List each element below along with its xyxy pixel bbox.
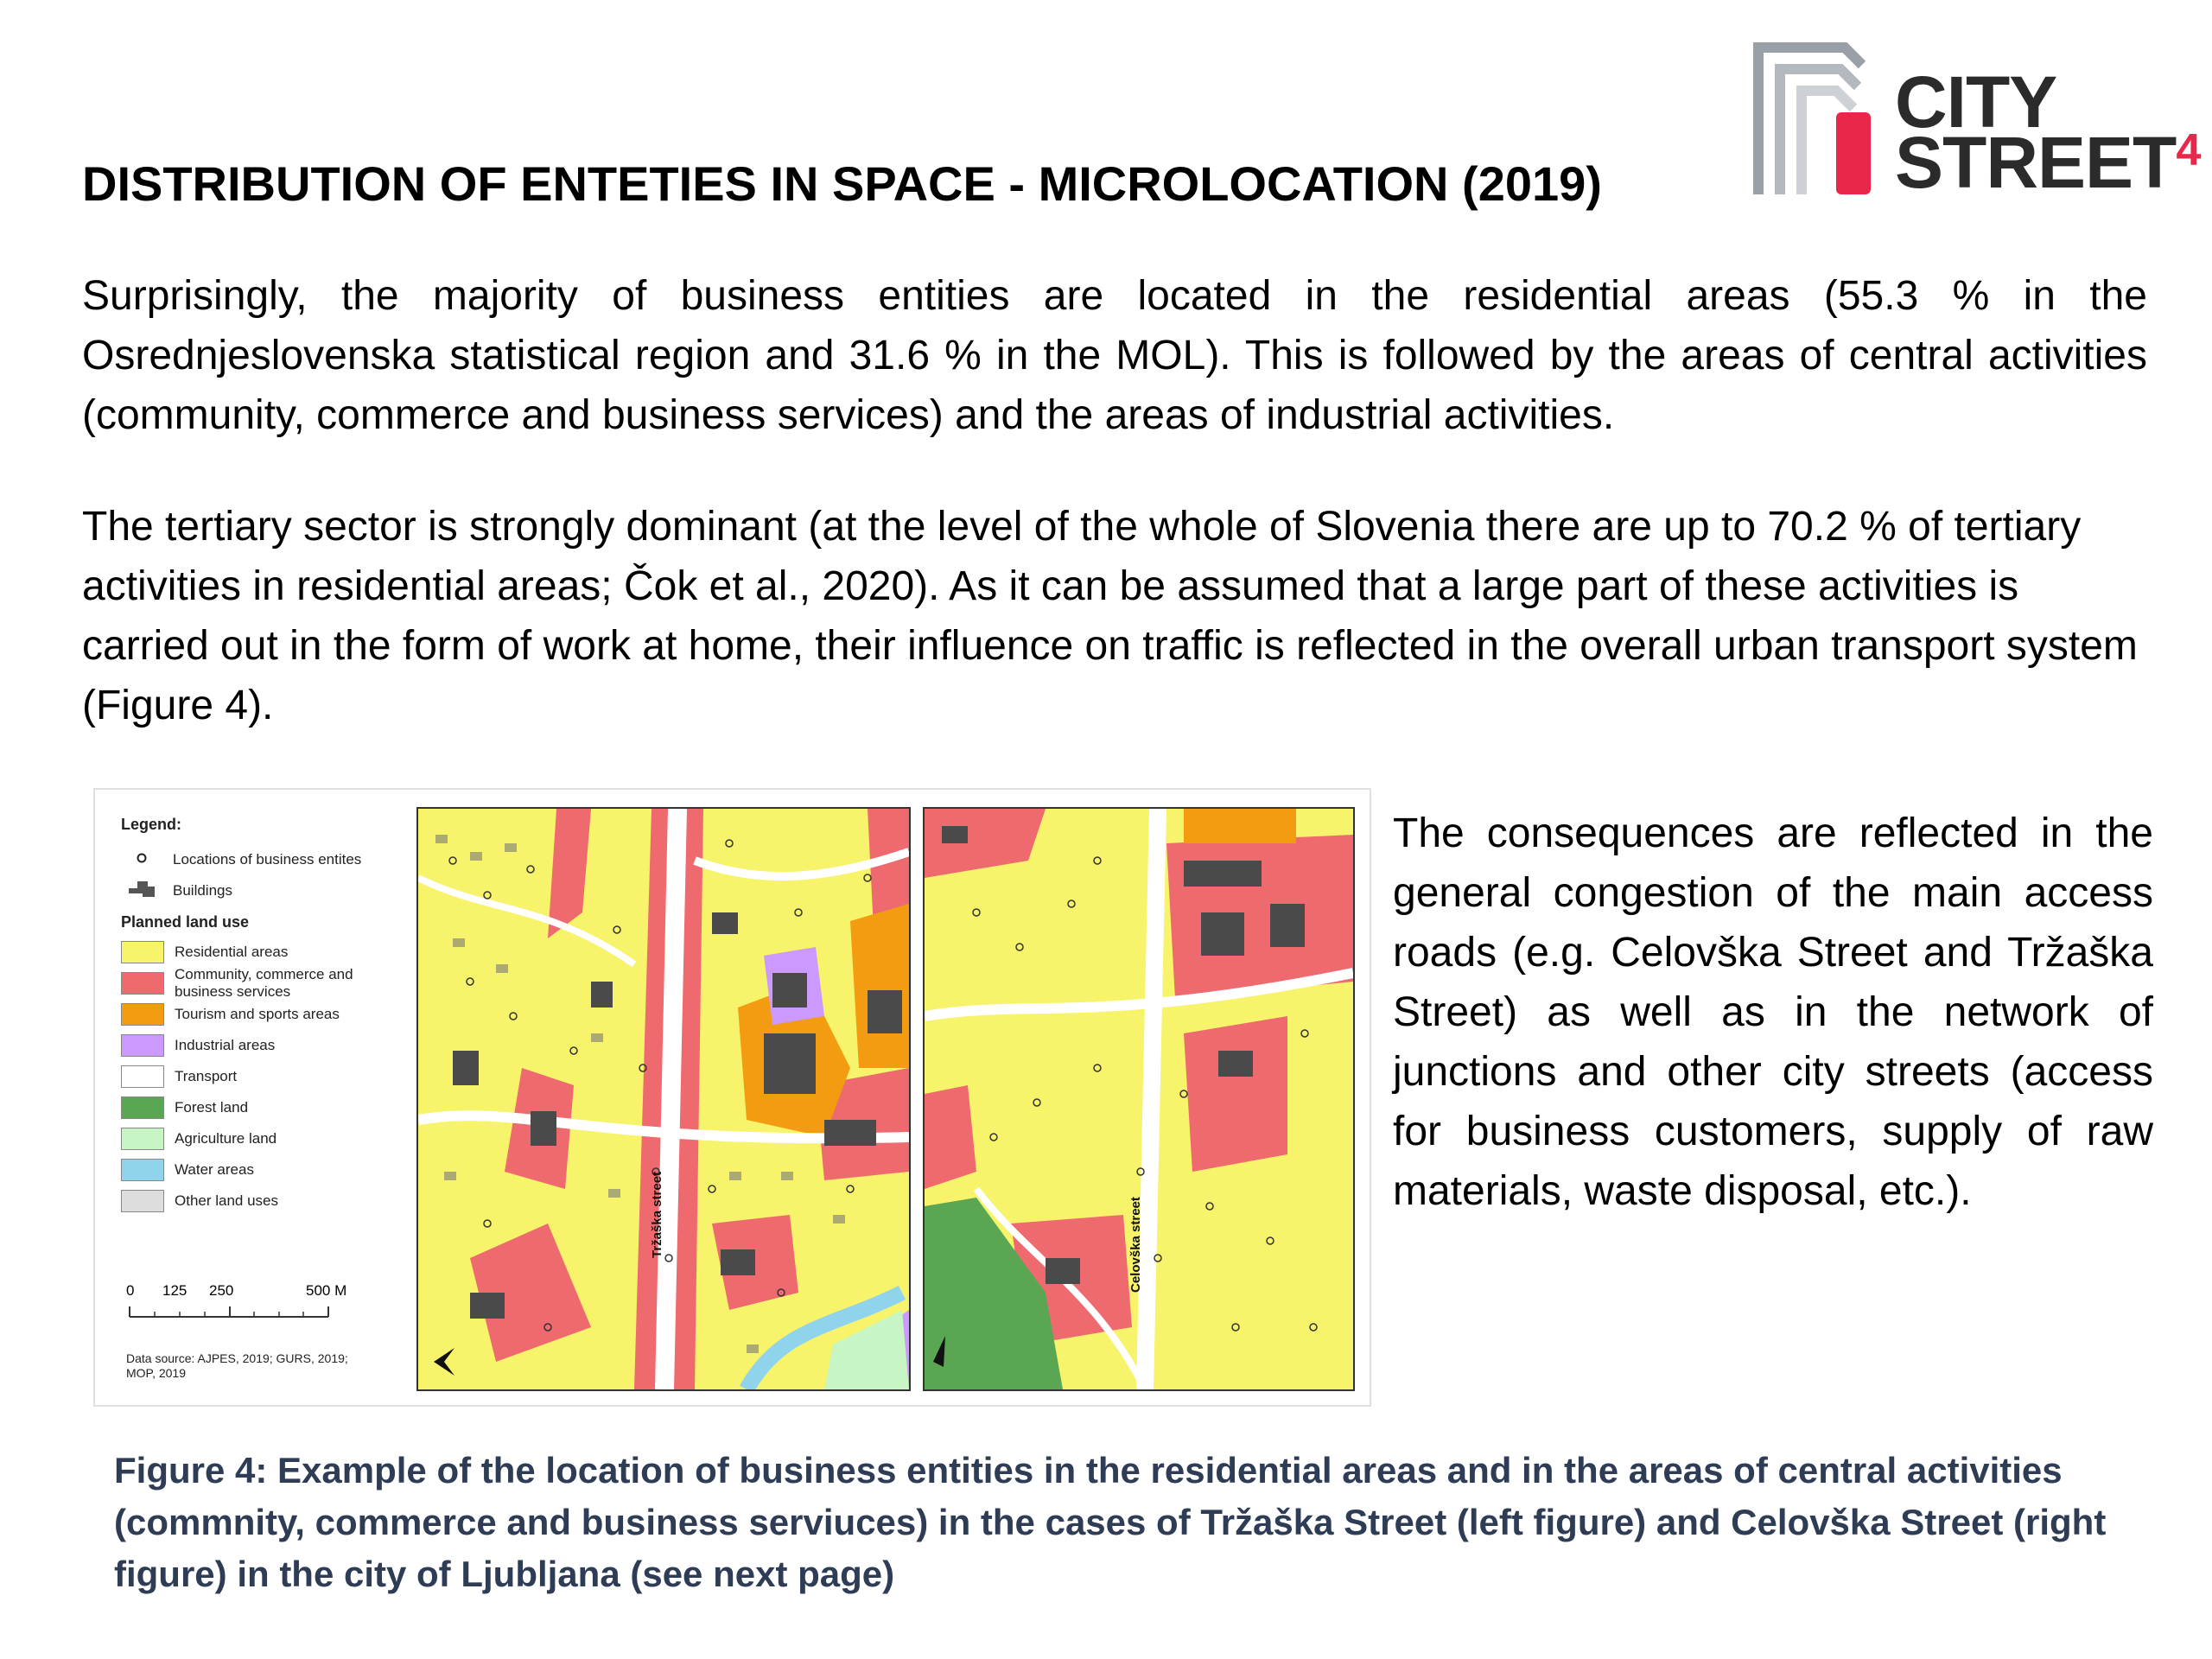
figure-caption: Figure 4: Example of the location of business entities in the residential areas and in the areas of central activities (commnity, commerce and business serviuces) in the cases of Tržaška Street (left figure) and Celovška Street (right figure) in the city of Ljubljana (see next page) bbox=[114, 1450, 2107, 1594]
legend-item-label: Transport bbox=[175, 1068, 238, 1084]
legend-points-label: Locations of business entites bbox=[173, 851, 362, 868]
logo-mark-icon bbox=[1741, 30, 1897, 203]
logo-line-2: STREET bbox=[1895, 122, 2177, 203]
point-symbol-icon bbox=[121, 851, 162, 868]
map-trzaska-street bbox=[416, 807, 911, 1391]
street-label-trzaska: Tržaška street bbox=[650, 1171, 664, 1258]
legend-row bbox=[121, 1123, 415, 1154]
legend-swatch bbox=[121, 1034, 164, 1057]
legend-row bbox=[121, 1092, 415, 1123]
side-paragraph: The consequences are reflected in the general congestion of the main access roads (e.g. Celovška Street and Tržaška Street) as well as in the network of junctions and other city streets (access for business customers, supply of raw materials, waste disposal, etc.). bbox=[1393, 810, 2153, 1214]
legend-item-label: Forest land bbox=[175, 1099, 249, 1116]
legend-swatch bbox=[121, 1096, 164, 1119]
logo-superscript: 4 bbox=[2176, 125, 2201, 175]
legend-swatch bbox=[121, 1003, 164, 1026]
legend-item-label: Water areas bbox=[175, 1161, 254, 1178]
legend-buildings-label: Buildings bbox=[173, 882, 232, 899]
scale-tick-label: 250 bbox=[209, 1282, 234, 1299]
figure-4 bbox=[93, 788, 1371, 1407]
data-source: Data source: AJPES, 2019; GURS, 2019; MOP, 2019 bbox=[126, 1351, 348, 1380]
scale-tick-label: 0 bbox=[126, 1282, 135, 1299]
legend-swatch bbox=[121, 1159, 164, 1181]
legend-swatch bbox=[121, 972, 164, 995]
legend-item-label: Industrial areas bbox=[175, 1037, 276, 1053]
map-legend bbox=[121, 816, 415, 1217]
legend-item-label: Other land uses bbox=[175, 1192, 279, 1209]
legend-swatch bbox=[121, 1128, 164, 1150]
legend-items bbox=[121, 937, 415, 1217]
legend-row-buildings bbox=[121, 875, 415, 906]
legend-swatch bbox=[121, 941, 164, 963]
legend-planned-heading: Planned land use bbox=[121, 913, 250, 931]
legend-item-label: Tourism and sports areas bbox=[175, 1006, 340, 1022]
scale-tick-label: 500 M bbox=[306, 1282, 347, 1299]
legend-row bbox=[121, 1061, 415, 1092]
land-use-map-right bbox=[925, 809, 1353, 1389]
legend-row bbox=[121, 999, 415, 1030]
logo-wordmark bbox=[1895, 61, 2201, 203]
land-use-map-left bbox=[418, 809, 909, 1389]
city-street-logo bbox=[1741, 30, 2208, 203]
legend-item-label: Residential areas bbox=[175, 944, 289, 960]
legend-swatch bbox=[121, 1190, 164, 1212]
legend-row-points bbox=[121, 844, 415, 875]
legend-row bbox=[121, 1030, 415, 1061]
legend-row bbox=[121, 937, 415, 968]
paragraph-1: Surprisingly, the majority of business entities are located in the residential areas (55.3 % in the Osrednjeslovenska statistical region and 31.6 % in the MOL). This is followed by the areas of central activities (community, commerce and business services) and the areas of industrial activities. bbox=[82, 273, 2147, 438]
legend-row bbox=[121, 968, 415, 999]
legend-swatch bbox=[121, 1065, 164, 1088]
legend-row bbox=[121, 1185, 415, 1217]
building-symbol-icon bbox=[121, 880, 162, 903]
scale-ruler-icon bbox=[126, 1301, 334, 1322]
page-title: DISTRIBUTION OF ENTETIES IN SPACE - MICROLOCATION (2019) bbox=[82, 156, 1602, 211]
scale-tick-label: 125 bbox=[162, 1282, 188, 1299]
paragraph-2: The tertiary sector is strongly dominant (at the level of the whole of Slovenia there are up to 70.2 % of tertiary activities in residential areas; Čok et al., 2020). As it can be assumed that a large part of these activities is carried out in the form of work at home, their influence on traffic is reflected in the overall urban transport system (Figure 4). bbox=[82, 504, 2138, 728]
legend-item-label: Agriculture land bbox=[175, 1130, 277, 1147]
street-label-celovska: Celovška street bbox=[1128, 1197, 1143, 1293]
legend-heading: Legend: bbox=[121, 816, 181, 833]
legend-item-label: Community, commerce and business services bbox=[175, 966, 353, 1000]
map-celovska-street bbox=[923, 807, 1355, 1391]
scale-bar bbox=[126, 1282, 351, 1334]
logo-line-1: CITY bbox=[1895, 61, 2057, 143]
legend-row bbox=[121, 1154, 415, 1185]
